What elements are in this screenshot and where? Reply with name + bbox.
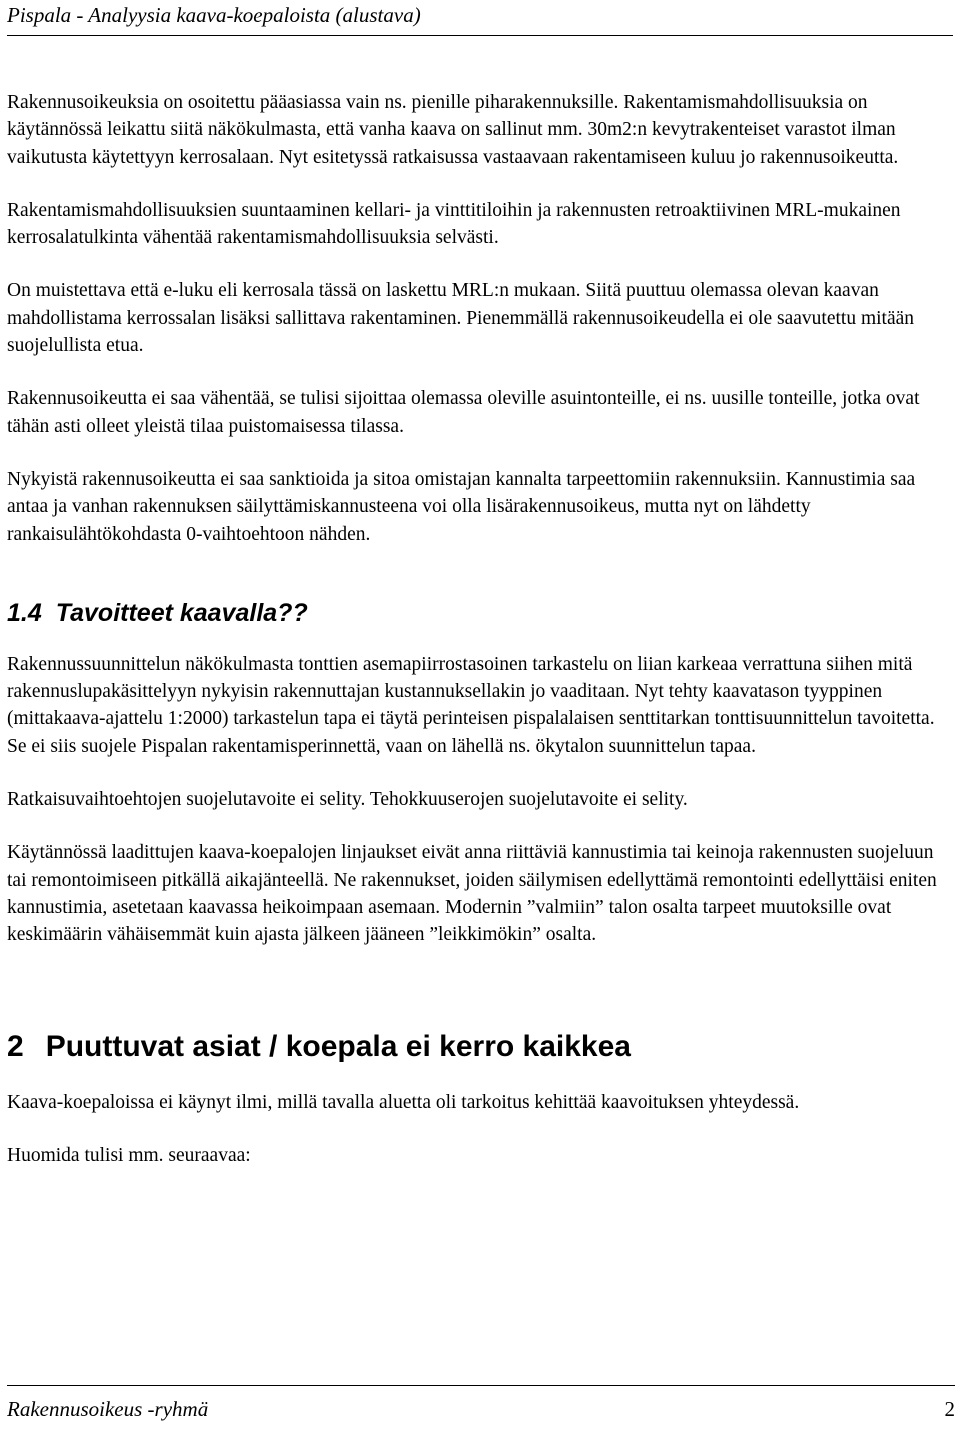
paragraph: Rakennussuunnittelun näkökulmasta tonttien asemapiirrostasoinen tarkastelu on liian karkeaa verrattuna siihen mitä rakennuslupakäsittelyyn nykyisin rakennuttajan kustannuksellakin jo vaaditaan. Nyt tehty kaavatason tyyppinen (mittakaava-ajattelu 1:2000) tarkastelun tapa ei täytä perinteisen pispalalaisen senttitarkan tonttisuunnittelun tavoitetta. Se ei siis suojele Pispalan rakentamisperinnettä, vaan on lähellä ns. ökytalon suunnittelun tapaa. — [7, 653, 935, 757]
footer-group-name: Rakennusoikeus -ryhmä — [7, 1397, 209, 1421]
section-number: 2 — [7, 1029, 24, 1063]
paragraph: Rakennusoikeutta ei saa vähentää, se tulisi sijoittaa olemassa oleville asuintonteille, ei ns. uusille tonteille, jotka ovat tähän asti olleet yleistä tilaa puistomaisessa tilassa. — [7, 388, 920, 437]
section-title: Puuttuvat asiat / koepala ei kerro kaikkea — [45, 1029, 631, 1063]
paragraph: Ratkaisuvaihtoehtojen suojelutavoite ei selity. Tehokkuuserojen suojelutavoite ei selity. — [7, 789, 688, 811]
document-title: Pispala - Analyysia kaava-koepaloista (alustava) — [7, 3, 421, 27]
section-number: 1.4 — [7, 598, 42, 627]
section-title: Tavoitteet kaavalla?? — [55, 598, 308, 627]
page-header — [7, 2, 953, 36]
page-number: 2 — [944, 1397, 955, 1421]
paragraph: Rakennusoikeuksia on osoitettu pääasiassa vain ns. pienille piharakennuksille. Rakentamismahdollisuuksia on käytännössä leikattu siitä näkökulmasta, että vanha kaava on sallinut mm. 30m2:n kevytrakenteiset varastot ilman vaikutusta käytettyyn kerrosalaan. Nyt esitetyssä ratkaisussa vastaavaan rakentamiseen kuluu jo rakennusoikeutta. — [7, 92, 899, 168]
section-heading-1-4 — [7, 598, 955, 628]
paragraph: Käytännössä laadittujen kaava-koepalojen linjaukset eivät anna riittäviä kannustimia tai keinoja rakennusten suojeluun tai remontoimiseen pitkällä aikajänteellä. Ne rakennukset, joiden säilymisen edellyttämä remontointi edellyttäisi eniten kannustimia, asetetaan kaavassa heikoimpaan asemaan. Modernin ”valmiin” talon osalta tarpeet muutoksille ovat keskimäärin vähäisemmät kuin ajasta jälkeen jääneen ”leikkimökin” osalta. — [7, 842, 937, 946]
paragraph: Rakentamismahdollisuuksien suuntaaminen kellari- ja vinttitiloihin ja rakennusten retroaktiivinen MRL-mukainen kerrosalatulkinta vähentää rakentamismahdollisuuksia selvästi. — [7, 199, 901, 249]
paragraph: Kaava-koepaloissa ei käynyt ilmi, millä tavalla aluetta oli tarkoitus kehittää kaavoituksen yhteydessä. — [7, 1091, 800, 1113]
paragraph: Huomida tulisi mm. seuraavaa: — [7, 1144, 251, 1166]
section-heading-2 — [7, 1029, 955, 1065]
paragraph: On muistettava että e-luku eli kerrosala tässä on laskettu MRL:n mukaan. Siitä puuttuu olemassa olevan kaavan mahdollistama kerrossalan lisäksi sallittava rakentaminen. Pienemmällä rakennusoikeudella ei ole saavutettu mitään suojelullista etua. — [7, 280, 915, 357]
page-footer — [7, 1385, 955, 1422]
page-content — [7, 89, 955, 1195]
paragraph: Nykyistä rakennusoikeutta ei saa sanktioida ja sitoa omistajan kannalta tarpeettomiin rakennuksiin. Kannustimia saa antaa ja vanhan rakennuksen säilyttämiskannusteena voi olla lisärakennusoikeus, mutta nyt on lähdetty rankaisulähtökohdasta 0-vaihtoehtoon nähden. — [7, 468, 916, 545]
